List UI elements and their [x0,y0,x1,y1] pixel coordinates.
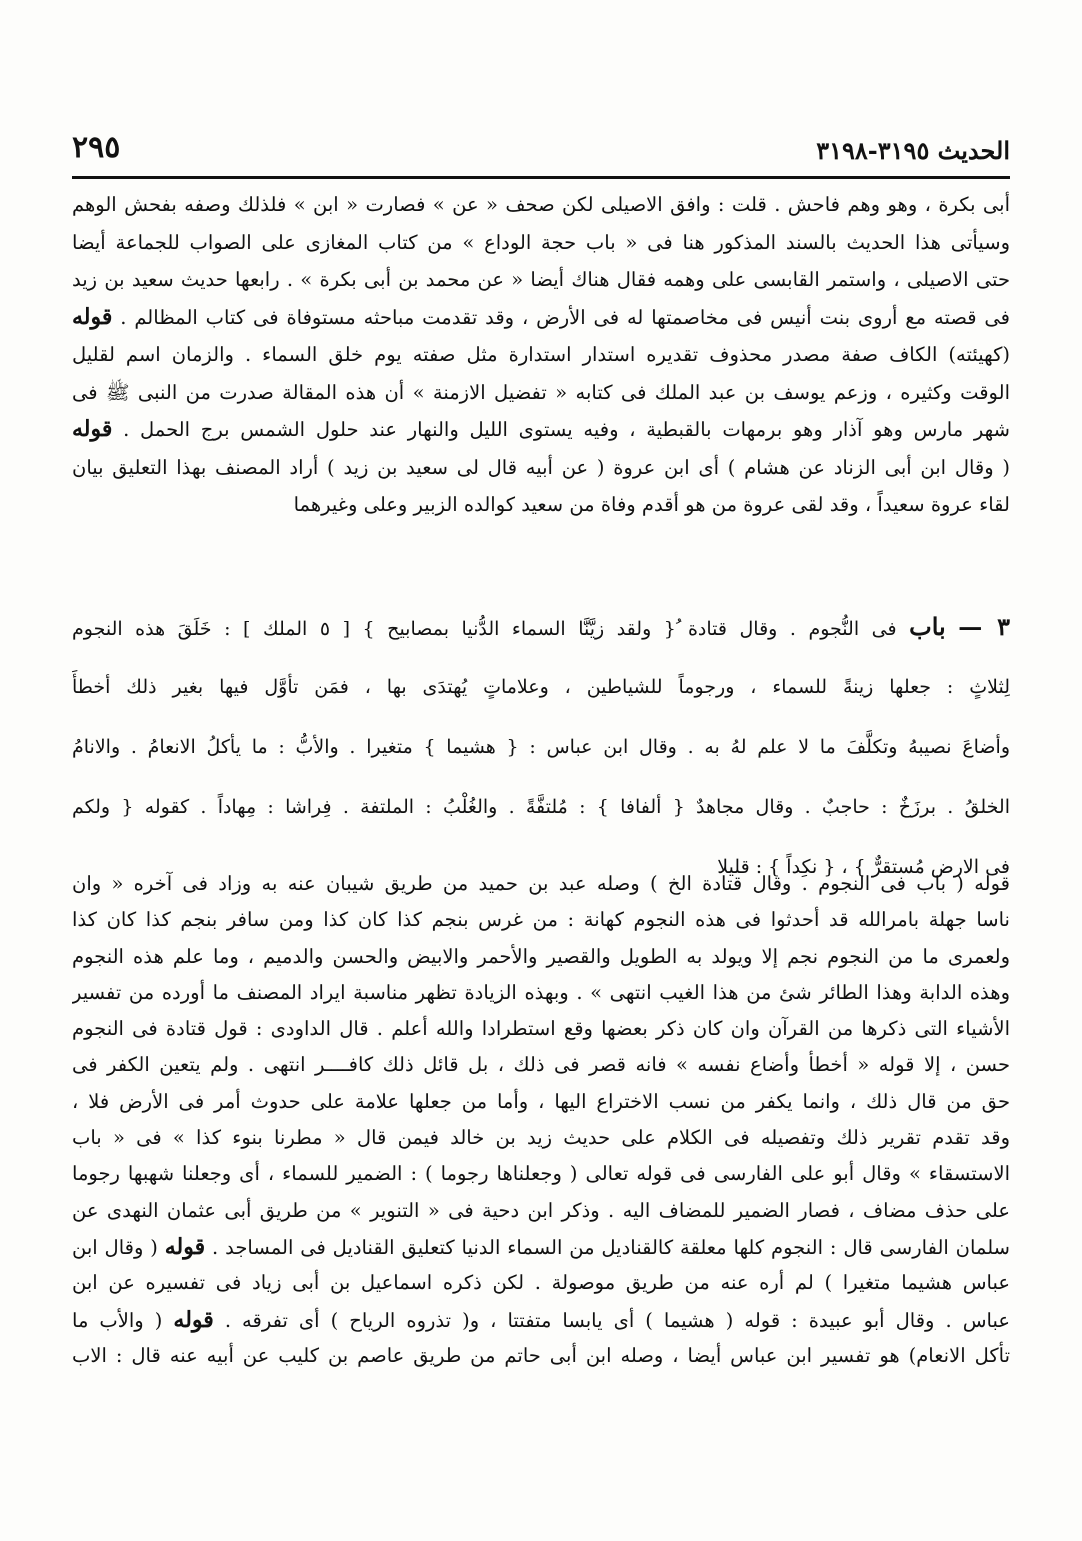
commentary-block-2 [72,866,1010,1374]
text-segment: سلمان الفارسى قال : النجوم كلها معلقة كالقناديل من السماء الدنيا كتعليق القناديل فى المساجد . [212,1235,1010,1259]
keyword-qawluh: قوله [164,1233,206,1260]
chapter-text [72,597,1010,897]
text-line: وقد تقدم تقرير ذلك وتفصيله فى الكلام على حديث زيد بن خالد فيمن قال « مطرنا بنوء كذا » فى « باب [72,1126,1010,1150]
header-rule [72,176,1010,179]
text-segment: عباس . وقال أبو عبيدة : قوله ( هشيما ) أى يابسا متفتتا ، و( تذروه الرياح ) أى تفرقه . [224,1308,1010,1332]
text-line: الوقت وكثيره ، وزعم يوسف بن عبد الملك فى كتابه « تفضيل الازمنة » أن هذه المقالة صدرت من النبى ﷺ فى [72,380,1010,404]
text-line: قوله ( باب فى النجوم . وقال قتادة الخ ) وصله عبد بن حميد من طريق شيبان عنه به وزاد فى آخره « وان [72,872,1010,895]
text-line: ناسا جهلة بامرالله قد أحدثوا فى هذه النجوم كهانة : من غرس بنجم كذا كان كذا ومن سافر بنجم كذا كان كذا [72,908,1010,932]
text-segment: فى قصته مع أروى بنت أنيس فى مخاصمتها له فى الأرض ، وقد تقدمت مباحثه مستوفاة فى كتاب المظالم . [120,305,1010,329]
text-line: وسيأتى هذا الحديث بالسند المذكور هنا فى « باب حجة الوداع » من كتاب المغازى على الصواب للجماعة أيضا [72,230,1010,254]
text-line [72,1229,1010,1265]
text-line: وهذه الدابة وهذا الطائر شئ من هذا الغيب انتهى » . وبهذه الزيادة تظهر مناسبة ايراد المصنف ما أورده من تفسير [72,980,1010,1004]
chapter-line: لِثلاثٍ : جعلها زينةً للسماء ، ورجوماً للشياطين ، وعلاماتٍ يُهتدَى بها ، فمَن تأوَّل فيها بغير ذلك أخطأَ [72,676,1010,698]
keyword-qawluh: قوله [72,303,113,330]
text-segment: ( والأب ما [72,1308,163,1332]
text-line [72,1302,1010,1338]
text-segment: ( وقال ابن [72,1235,158,1259]
chapter-number: ٣ — [958,612,1010,641]
text-line: ولعمرى ما من النجوم نجم إلا ويولد به الطويل والقصير والأحمر والابيض والحسن والدميم ، وما علم هذه النجوم [72,944,1010,968]
text-line: على حذف مضاف ، فصار الضمير للمضاف اليه . وذكر ابن دحية فى « التنوير » من طريق أبى عثمان النهدى عن [72,1198,1010,1222]
text-line: الأشياء التى ذكرها من القرآن وان كان ذكر بعضها وقع استطرادا والله أعلم . قال الداودى : قول قتادة فى النجوم [72,1017,1010,1041]
text-line: عباس هشيما متغيرا ) لم أره عنه من طريق موصولة . لكن ذكره اسماعيل بن أبى زياد فى تفسيره عن ابن [72,1271,1010,1295]
text-line: أبى بكرة ، وهو وهم فاحش . قلت : وافق الاصيلى لكن صحف « عن » فصارت « ابن » فلذلك وصفه بفحش الوهم [72,193,1010,216]
page-number: ٢٩٥ [72,130,121,165]
text-line: (كهيئته) الكاف صفة مصدر محذوف تقديره استدار استدارة مثل صفته يوم خلق السماء . والزمان اسم لقليل [72,343,1010,366]
chapter-line: الخلقُ . برزَخٌ : حاجبٌ . وقال مجاهدٌ { ألفافا } : مُلتفَّةً . والغُلْبُ : الملتفة . فِراشا : مِهاداً . كقوله { ولكم [72,796,1010,818]
chapter-line [72,597,1010,657]
text-segment: فى النُّجوم . وقال قتادة ُ{ ولقد زيَّنَّا السماء الدُّنيا بمصابيح } [ ٥ الملك ] : خَلَقَ هذه النجوم [72,618,897,640]
text-line [72,411,1010,449]
text-line: تأكل الانعام) هو تفسير ابن عباس أيضا ، وصله ابن أبى حاتم من طريق عاصم بن كليب عن أبيه عنه قال : الاب [72,1343,1010,1367]
text-line: ( وقال ابن أبى الزناد عن هشام ) أى ابن عروة ( عن أبيه قال لى سعيد بن زيد ) أراد المصنف بهذا التعليق بيان [72,455,1010,479]
text-line [72,299,1010,337]
text-line: حسن ، إلا قوله « أخطأ وأضاع نفسه » فانه قصر فى ذلك ، بل قائل ذلك كافــــر انتهى . ولم يتعين الكفر فى [72,1053,1010,1077]
text-line: حتى الاصيلى ، واستمر القابسى على وهمه فقال هناك أيضا « عن محمد بن أبى بكرة » . رابعها حديث سعيد بن زيد [72,268,1010,291]
text-line: لقاء عروة سعيداً ، وقد لقى عروة من هو أقدم وفاة من سعيد كوالده الزبير وعلى وغيرهما [293,493,1010,516]
keyword-qawluh: قوله [72,416,113,442]
text-line: الاستسقاء » وقال أبو على الفارسى فى قوله تعالى ( وجعلناها رجوما ) : الضمير للسماء ، أى وجعلنا شهبها رجوما [72,1162,1010,1186]
commentary-block-1 [72,186,1010,524]
page-header [72,130,1010,176]
chapter-bab: باب [909,612,946,641]
chapter-line: فى الارض مُستقرٌّ } ، { نكِداً } : قليلا [717,856,1010,878]
text-segment: شهر مارس وهو آذار وهو برمهات بالقبطية ، وفيه يستوى الليل والنهار عند حلول الشمس برج الحمل . [123,418,1010,441]
running-title: الحديث ٣١٩٥-٣١٩٨ [816,136,1010,165]
keyword-qawluh: قوله [173,1306,214,1333]
chapter-line: وأضاعَ نصيبهُ وتكلَّفَ ما لا علم لهُ به . وقال ابن عباس : { هشيما } متغيرا . والأبُّ : ما يأكلُ الانعامُ . والانامُ [72,736,1010,758]
text-line: حق من قال ذلك ، وانما يكفر من نسب الاختراع اليها ، وأما من جعلها علامة على حدوث أمر فى الأرض فلا ، [72,1089,1010,1113]
